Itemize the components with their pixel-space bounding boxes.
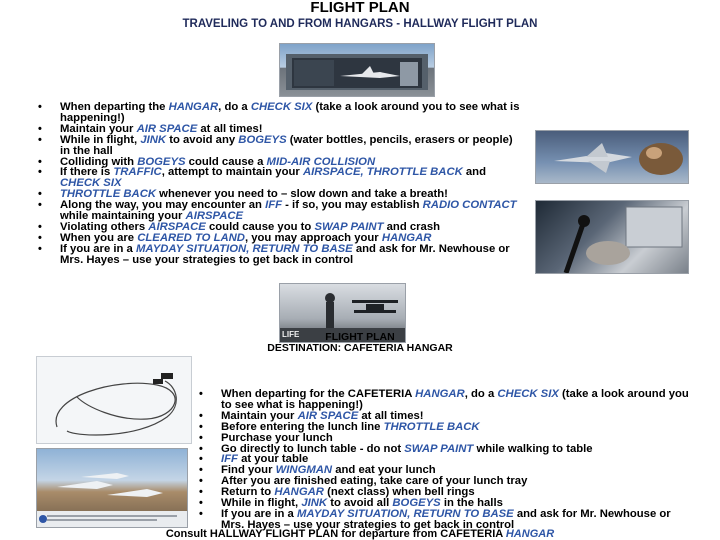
text-run: HALLWAY FLIGHT PLAN: [209, 528, 339, 540]
text-run: Along the way, you may encounter an: [60, 199, 266, 212]
text-run: and ask for Mr. Newhouse or Mrs. Hayes – use your strategies to get back in control: [221, 507, 671, 531]
text-run: , do a: [218, 101, 251, 113]
text-run: Violating others: [60, 220, 149, 233]
highlighted-term: CHECK SIX: [60, 177, 122, 190]
highlighted-term: WINGMAN: [275, 464, 333, 477]
text-run: Find your: [221, 464, 276, 477]
text-run: Consult: [165, 528, 210, 540]
list-item: [36, 102, 524, 124]
text-run: When departing the: [60, 101, 169, 113]
cockpit-photo: [535, 200, 689, 274]
text-run: , do a: [464, 388, 498, 400]
text-run: Go directly to lunch table - do not: [221, 442, 405, 455]
text-run: for departure from CAFETERIA: [338, 528, 506, 540]
text-run: Before entering the lunch line: [221, 420, 384, 433]
page-subtitle: TRAVELING TO AND FROM HANGARS - HALLWAY FLIGHT PLAN: [182, 18, 538, 30]
text-run: If you are in a: [60, 242, 136, 255]
fighter-jet-photo: [535, 130, 689, 184]
text-run: (take a look around you to see what is happening!): [221, 388, 689, 411]
highlighted-term: CLEARED TO LAND: [137, 231, 245, 244]
text-run: could cause a: [185, 155, 267, 168]
hallway-bullet-list: [36, 102, 524, 266]
text-run: Return to: [221, 486, 275, 499]
highlighted-term: MAYDAY SITUATION, RETURN TO BASE: [135, 242, 353, 255]
page-title: FLIGHT PLAN: [310, 0, 410, 16]
text-run: (water bottles, pencils, erasers or people) in the hall: [60, 133, 513, 157]
text-run: to avoid all: [327, 497, 393, 510]
highlighted-term: BOGEYS: [137, 155, 186, 168]
formation-flight-photo: [36, 448, 188, 528]
highlighted-term: IFF: [265, 199, 283, 212]
list-item: [197, 389, 695, 411]
text-run: While in flight,: [60, 133, 141, 146]
text-run: If you are in a: [221, 507, 297, 520]
highlighted-term: TRAFFIC: [113, 166, 162, 179]
highlighted-term: JINK: [140, 133, 167, 146]
highlighted-term: AIR SPACE: [297, 409, 359, 422]
text-run: Maintain your: [60, 122, 137, 135]
text-run: to avoid any: [166, 133, 239, 146]
text-run: at all times!: [358, 409, 424, 422]
highlighted-term: MAYDAY SITUATION, RETURN TO BASE: [296, 507, 514, 520]
text-run: and ask for Mr. Newhouse or Mrs. Hayes – use your strategies to get back in control: [60, 242, 510, 266]
highlighted-term: BOGEYS: [238, 133, 287, 146]
text-run: After you are finished eating, take care of your lunch tray: [221, 475, 528, 488]
list-item: [36, 135, 524, 157]
hangar-photo: [279, 43, 435, 97]
cafeteria-header: [0, 332, 720, 354]
text-run: Colliding with: [60, 155, 138, 168]
text-run: and eat your lunch: [332, 464, 436, 477]
highlighted-term: JINK: [301, 497, 328, 510]
highlighted-term: CHECK SIX: [250, 101, 313, 113]
text-run: at all times!: [197, 122, 263, 135]
list-item: [36, 167, 524, 189]
highlighted-term: HANGAR: [274, 486, 324, 499]
text-run: (take a look around you to see what is happening!): [60, 101, 520, 124]
text-run: If there is: [60, 166, 114, 179]
highlighted-term: AIRSPACE: [185, 210, 244, 223]
list-item: [36, 244, 524, 266]
highlighted-term: MID-AIR COLLISION: [266, 155, 376, 168]
text-run: while maintaining your: [60, 210, 186, 223]
highlighted-term: HANGAR: [415, 388, 465, 400]
highlighted-term: BOGEYS: [392, 497, 441, 510]
highlighted-term: HANGAR: [381, 231, 432, 244]
cafeteria-title: FLIGHT PLAN: [325, 331, 395, 343]
highlighted-term: HANGAR: [505, 528, 555, 540]
cockpit-illustration: [536, 201, 688, 273]
cafeteria-bullet-list: [197, 389, 695, 531]
cafeteria-destination: DESTINATION: CAFETERIA HANGAR: [267, 342, 453, 354]
text-run: in the halls: [440, 497, 503, 510]
text-run: and crash: [383, 220, 441, 233]
flight-path-sketch: [36, 356, 192, 444]
list-item: [36, 200, 524, 222]
highlighted-term: CHECK SIX: [497, 388, 559, 400]
text-run: While in flight,: [221, 497, 302, 510]
highlighted-term: THROTTLE BACK: [60, 188, 157, 201]
highlighted-term: IFF: [221, 453, 238, 466]
highlighted-term: THROTTLE BACK: [383, 420, 480, 433]
text-run: Purchase your lunch: [221, 431, 333, 444]
text-run: , attempt to maintain your: [161, 166, 303, 179]
highlighted-term: AIRSPACE, THROTTLE BACK: [302, 166, 463, 179]
text-run: whenever you need to – slow down and take a breath!: [156, 188, 448, 201]
text-run: while walking to table: [473, 442, 593, 455]
highlighted-term: AIR SPACE: [136, 122, 198, 135]
text-run: could cause you to: [205, 220, 315, 233]
hangar-illustration: [280, 44, 434, 96]
highlighted-term: SWAP PAINT: [404, 442, 474, 455]
highlighted-term: RADIO CONTACT: [422, 199, 517, 212]
highlighted-term: SWAP PAINT: [314, 220, 384, 233]
fighter-jet-illustration: [536, 131, 688, 183]
text-run: and: [462, 166, 486, 179]
flight-path-illustration: [37, 357, 191, 443]
biplane-stamp-label: LIFE: [282, 330, 300, 339]
text-run: When departing for the CAFETERIA: [221, 388, 416, 400]
highlighted-term: HANGAR: [168, 101, 219, 113]
text-run: at your table: [237, 453, 309, 466]
footer-note: [0, 528, 720, 540]
text-run: When you are: [60, 231, 138, 244]
text-run: (next class) when bell rings: [323, 486, 475, 499]
text-run: , you may approach your: [244, 231, 382, 244]
text-run: Maintain your: [221, 409, 298, 422]
text-run: - if so, you may establish: [282, 199, 423, 212]
highlighted-term: AIRSPACE: [148, 220, 206, 233]
formation-flight-illustration: [37, 449, 187, 527]
